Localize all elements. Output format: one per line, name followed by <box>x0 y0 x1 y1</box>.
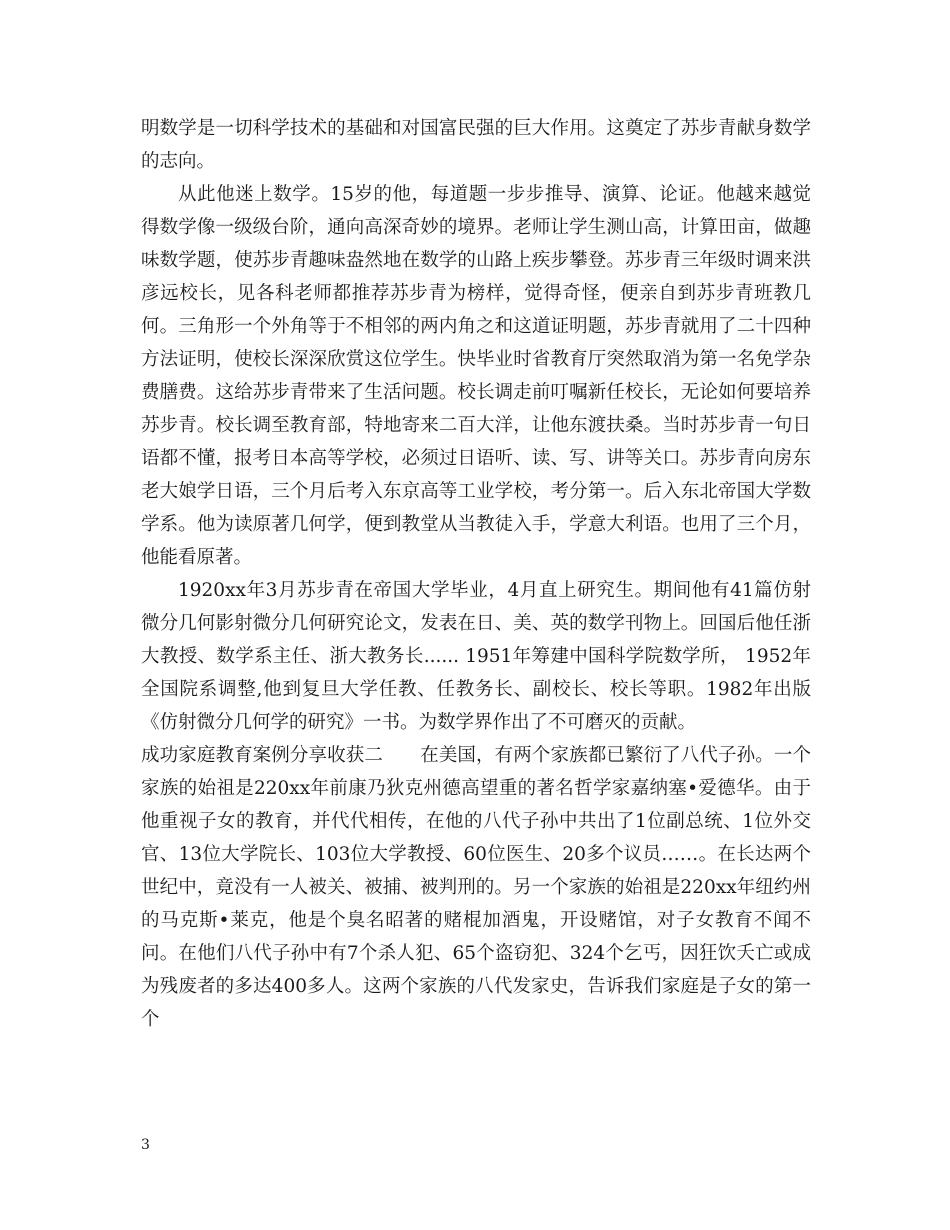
paragraph-2: 从此他迷上数学。15岁的他，每道题一步步推导、演算、论证。他越来越觉得数学像一级级台阶，通向高深奇妙的境界。老师让学生测山高，计算田亩，做趣味数学题，使苏步青趣味盎然地在数学的山路上疾步攀登。苏步青三年级时调来洪彦远校长，见各科老师都推荐苏步青为榜样，觉得奇怪，便亲自到苏步青班教几何。三角形一个外角等于不相邻的两内角之和这道证明题，苏步青就用了二十四种方法证明，使校长深深欣赏这位学生。快毕业时省教育厅突然取消为第一名免学杂费膳费。这给苏步青带来了生活问题。校长调走前叮嘱新任校长，无论如何要培养苏步青。校长调至教育部，特地寄来二百大洋，让他东渡扶桑。当时苏步青一句日语都不懂，报考日本高等学校，必须过日语听、读、写、讲等关口。苏步青向房东老大娘学日语，三个月后考入东京高等工业学校，考分第一。后入东北帝国大学数学系。他为读原著几何学，便到教堂从当教徒入手，学意大利语。也用了三个月，他能看原著。 <box>141 184 811 568</box>
paragraph-3: 1920xx年3月苏步青在帝国大学毕业，4月直上研究生。期间他有41篇仿射微分几何影射微分几何研究论文，发表在日、美、英的数学刊物上。回国后他任浙大教授、数学系主任、浙大教务长...... 1951年筹建中国科学院数学所， 1952年全国院系调整,他到复旦大学任教、任教务长、副校长、校长等职。1982年出版《仿射微分几何学的研究》一书。为数学界作出了不可磨灭的贡献。 <box>141 580 811 733</box>
document-body <box>141 112 811 1036</box>
paragraph-1: 明数学是一切科学技术的基础和对国富民强的巨大作用。这奠定了苏步青献身数学的志向。 <box>141 118 811 172</box>
paragraph-4: 成功家庭教育案例分享收获二 在美国，有两个家族都已繁衍了八代子孙。一个家族的始祖是220xx年前康乃狄克州德高望重的著名哲学家嘉纳塞•爱德华。由于他重视子女的教育，并代代相传，在他的八代子孙中共出了1位副总统、1位外交官、13位大学院长、103位大学教授、60位医生、20多个议员……。在长达两个世纪中，竟没有一人被关、被捕、被判刑的。另一个家族的始祖是220xx年纽约州的马克斯•莱克，他是个臭名昭著的赌棍加酒鬼，开设赌馆，对子女教育不闻不问。在他们八代子孙中有7个杀人犯、65个盗窃犯、324个乞丐，因狂饮夭亡或成为残废者的多达400多人。这两个家族的八代发家史，告诉我们家庭是子女的第一个 <box>141 745 811 1030</box>
page-number: 3 <box>141 1137 150 1153</box>
